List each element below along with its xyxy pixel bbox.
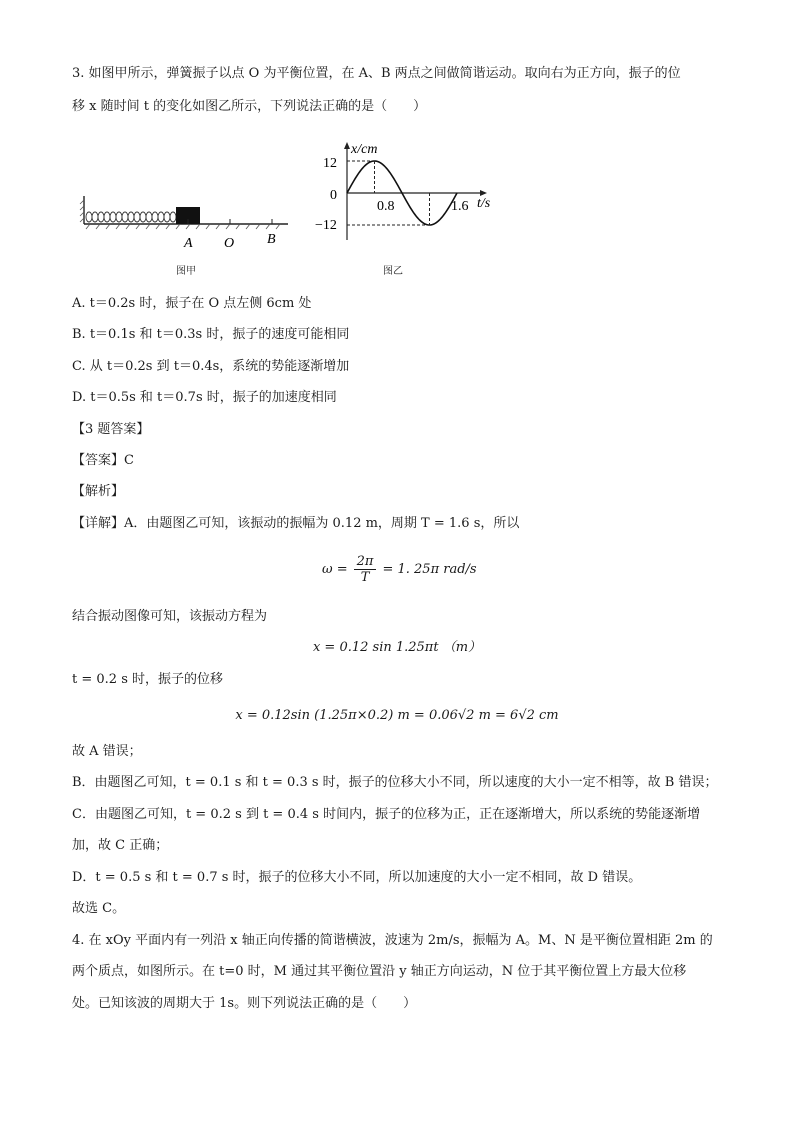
y-axis-arrow: [344, 142, 350, 149]
x-axis-label: t/s: [477, 196, 491, 211]
detail-c-line1: C．由题图乙可知，t = 0.2 s 到 t = 0.4 s 时间内，振子的位移为正，正在逐渐增大，所以系统的势能逐渐增: [72, 807, 701, 822]
option-b: B. t＝0.1s 和 t＝0.3s 时，振子的速度可能相同: [72, 327, 350, 342]
y-tick-12: 12: [323, 156, 337, 171]
q4-line1: 4. 在 xOy 平面内有一列沿 x 轴正向传播的简谐横波，波速为 2m/s，振幅为 A。M、N 是平衡位置相距 2m 的: [72, 933, 713, 948]
spring: [86, 212, 176, 222]
q4-line2: 两个质点，如图所示。在 t=0 时，M 通过其平衡位置沿 y 轴正方向运动，N 位于其平衡位置上方最大位移: [72, 964, 687, 979]
omega-lhs: ω =: [322, 561, 348, 577]
detail-c-line2: 加，故 C 正确；: [72, 838, 169, 853]
conclusion: 故选 C。: [72, 901, 126, 916]
omega-rhs: = 1. 25π rad/s: [382, 561, 477, 577]
omega-numerator: 2π: [354, 554, 377, 570]
option-c: C. 从 t＝0.2s 到 t＝0.4s，系统的势能逐渐增加: [72, 359, 350, 374]
omega-denominator: T: [360, 569, 370, 585]
point-b-label: B: [267, 232, 276, 247]
figure-yi-caption: 图乙: [383, 266, 403, 277]
analysis-heading: 【解析】: [72, 484, 125, 499]
point-o-label: O: [224, 236, 235, 251]
detail-d: D．t = 0.5 s 和 t = 0.7 s 时，振子的位移大小不同，所以加速度的大小一定不相同，故 D 错误。: [72, 870, 642, 885]
figure-jia-caption: 图甲: [176, 266, 196, 277]
y-axis-label: x/cm: [351, 142, 378, 157]
detail-b: B．由题图乙可知，t = 0.1 s 和 t = 0.3 s 时，振子的位移大小不同，所以速度的大小一定不相等，故 B 错误；: [72, 775, 718, 790]
omega-equation: [322, 546, 477, 592]
q3-stem-line2: 移 x 随时间 t 的变化如图乙所示，下列说法正确的是（ ）: [72, 99, 427, 114]
answer-line: 【答案】C: [72, 453, 134, 468]
q4-line3: 处。已知该波的周期大于 1s。则下列说法正确的是（ ）: [72, 996, 417, 1011]
option-d: D. t＝0.5s 和 t＝0.7s 时，振子的加速度相同: [72, 390, 337, 405]
detail-line-1: 【详解】A．由题图乙可知，该振动的振幅为 0.12 m，周期 T = 1.6 s，所以: [72, 516, 520, 531]
displacement-equation: x = 0.12sin (1.25π×0.2) m = 0.06√2 m = 6√2 cm: [235, 708, 559, 723]
x-tick-0-8: 0.8: [377, 199, 395, 214]
origin-label: 0: [330, 188, 337, 203]
spring-oscillator-drawing: [78, 192, 293, 252]
displacement-time-chart: [305, 137, 505, 247]
detail-line-4: 故 A 错误；: [72, 744, 142, 759]
section-answer-heading: 【3 题答案】: [72, 422, 150, 437]
option-a: A. t＝0.2s 时，振子在 O 点左侧 6cm 处: [72, 296, 312, 311]
q3-stem-line1: 3. 如图甲所示，弹簧振子以点 O 为平衡位置，在 A、B 两点之间做简谐运动。取向右为正方向，振子的位: [72, 66, 681, 81]
omega-fraction: [354, 554, 377, 585]
figure-spring-oscillator: [78, 192, 293, 252]
detail-line-3: t = 0.2 s 时，振子的位移: [72, 672, 223, 687]
floor-hatching: [86, 224, 280, 229]
motion-equation: x = 0.12 sin 1.25πt （m）: [312, 640, 482, 655]
point-a-label: A: [184, 236, 193, 251]
detail-line-2: 结合振动图像可知，该振动方程为: [72, 609, 268, 624]
x-tick-1-6: 1.6: [451, 199, 469, 214]
y-tick-neg12: −12: [315, 218, 337, 233]
figure-displacement-time-graph: [305, 137, 505, 247]
